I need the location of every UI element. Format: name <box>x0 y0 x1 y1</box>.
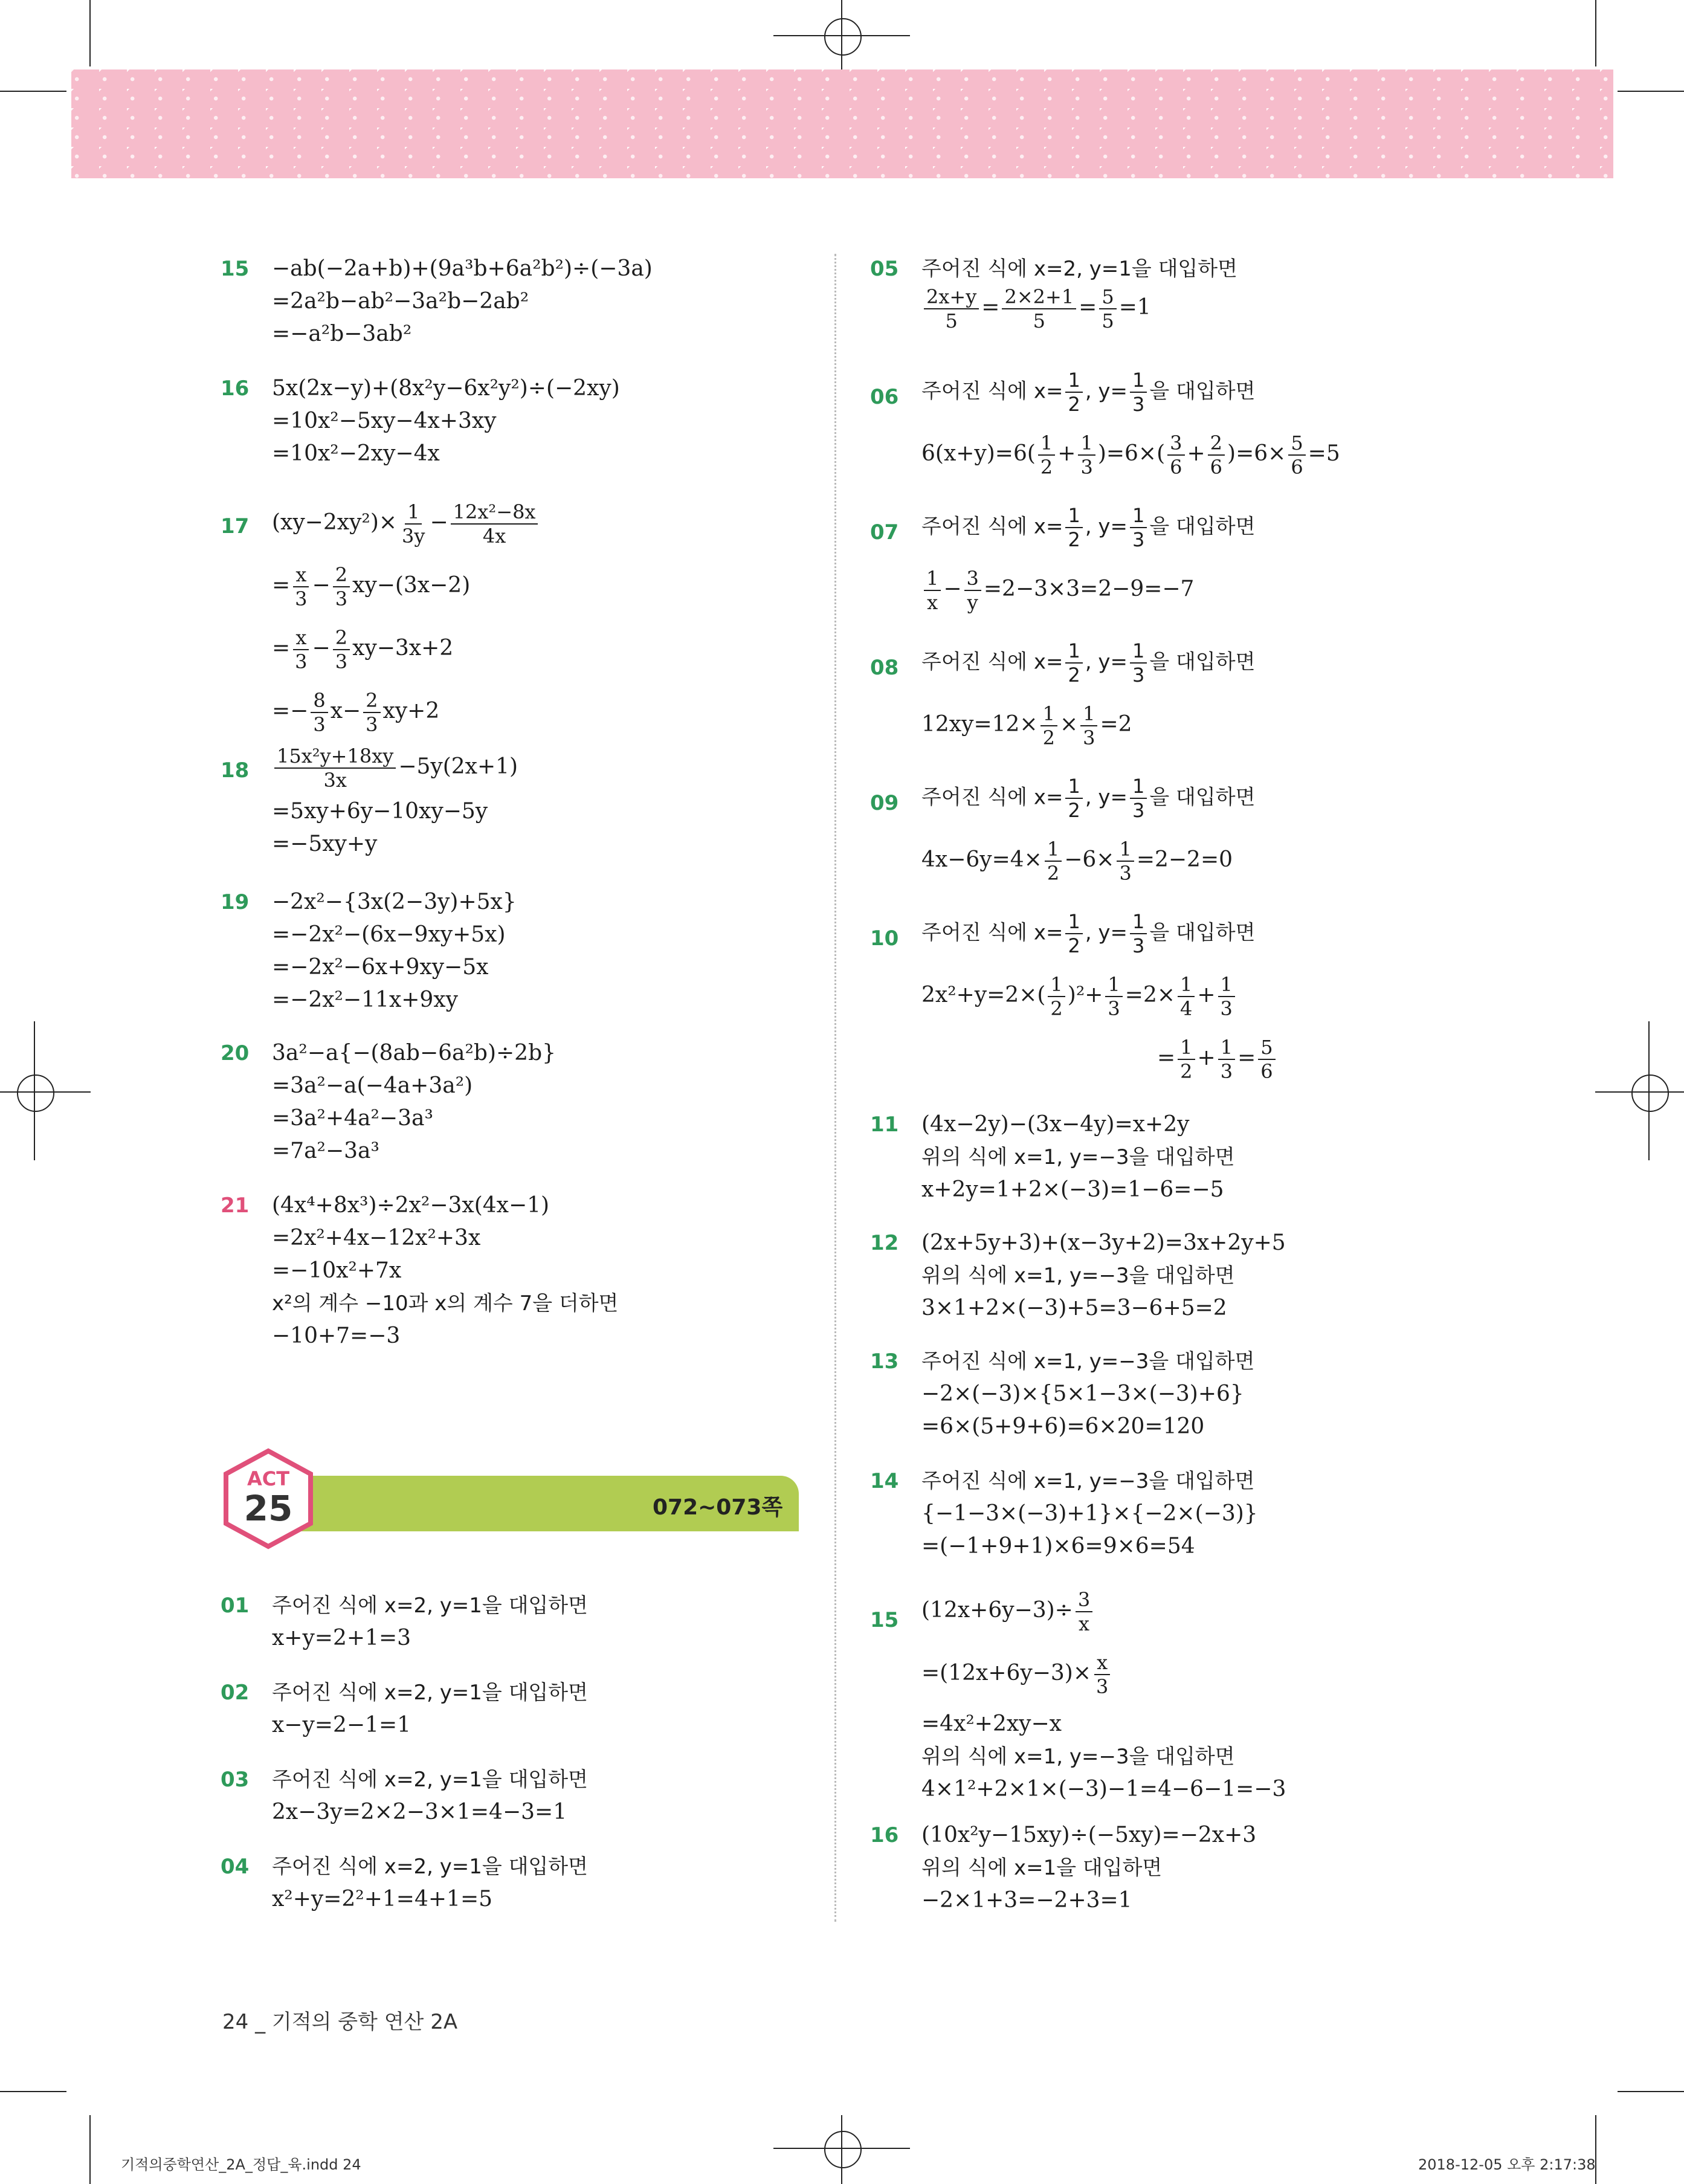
text-line: 위의 식에 x=1, y=−3을 대입하면 <box>921 1745 1235 1769</box>
math-line: =5xy+6y−10xy−5y <box>272 799 488 824</box>
text-line: 위의 식에 x=1을 대입하면 <box>921 1856 1163 1880</box>
text-line: 주어진 식에 x= $\frac{1}{2}$ , y= $\frac{1}{3}$ 을 대입하면 <box>921 504 1256 551</box>
math-line: =7a²−3a³ <box>272 1139 379 1163</box>
math-line: −2x²−{3x(2−3y)+5x} <box>272 890 517 914</box>
math-line: =2a²b−ab²−3a²b−2ab² <box>272 289 529 314</box>
registration-line <box>841 2115 842 2184</box>
registration-mark <box>17 1074 54 1112</box>
math-line: = $\frac{1}{2}$ + $\frac{1}{3}$ = $\frac{5}{6}$ <box>921 1030 1278 1093</box>
problem-number: 14 <box>870 1469 899 1493</box>
problem-number: 18 <box>221 758 250 783</box>
date-slug: 2018-12-05 오후 2:17:38 <box>1418 2156 1596 2173</box>
math-line: $\frac{1}{x}$ − $\frac{3}{y}$ =2−3×3=2−9=−7 <box>921 561 1255 624</box>
math-line: 6(x+y)=6( $\frac{1}{2}$ + $\frac{1}{3}$ )=6×( $\frac{3}{6}$ + $\frac{2}{6}$ )=6× $\frac{5}{6}$ =5 <box>921 431 1340 479</box>
math-line: 12xy=12× $\frac{1}{2}$ × $\frac{1}{3}$ =2 <box>921 702 1132 749</box>
problem-number: 12 <box>870 1231 899 1255</box>
problem-number: 01 <box>221 1594 250 1618</box>
crop-mark <box>89 2115 91 2184</box>
math-line: =(12x+6y−3)× $\frac{x}{3}$ <box>921 1645 1286 1708</box>
math-line: −2×1+3=−2+3=1 <box>921 1888 1132 1913</box>
text-line: 주어진 식에 x= $\frac{1}{2}$ , y= $\frac{1}{3}$ 을 대입하면 <box>921 369 1256 416</box>
math-line: (xy−2xy²)× $\frac{1}{3y}$ − $\frac{\text{12x²−8x}}{4x}$ <box>272 494 540 557</box>
problem-number: 06 <box>870 385 899 409</box>
problem-number: 05 <box>870 257 899 281</box>
math-line: 5x(2x−y)+(8x²y−6x²y²)÷(−2xy) <box>272 376 620 401</box>
problem-number: 04 <box>221 1855 250 1879</box>
problem-02 <box>221 1676 588 1742</box>
problem-03 <box>221 1763 588 1829</box>
math-line: =10x²−2xy−4x <box>272 441 440 466</box>
math-line: x+y=2+1=3 <box>272 1626 411 1650</box>
problem-number: 11 <box>870 1113 899 1137</box>
math-line: =−5xy+y <box>272 832 378 856</box>
math-line: = $\frac{x}{3}$ − $\frac{2}{3}$ xy−(3x−2) <box>272 563 471 610</box>
math-line: (10x²y−15xy)÷(−5xy)=−2x+3 <box>921 1823 1257 1847</box>
math-line: =3a²+4a²−3a³ <box>272 1106 433 1131</box>
column-divider <box>834 254 836 1922</box>
problem-number: 07 <box>870 520 899 544</box>
problem-number: 20 <box>221 1041 250 1065</box>
crop-mark <box>89 0 91 66</box>
math-line: 3a²−a{−(8ab−6a²b)÷2b} <box>272 1041 556 1065</box>
problem-01 <box>221 1589 588 1655</box>
header-band <box>71 69 1613 178</box>
page-footer: 24 _ 기적의 중학 연산 2A <box>222 2010 458 2034</box>
problem-16-right <box>870 1819 1257 1917</box>
math-line: (4x−2y)−(3x−4y)=x+2y <box>921 1112 1190 1137</box>
problem-18-left <box>221 742 518 861</box>
text-line: 위의 식에 x=1, y=−3을 대입하면 <box>921 1264 1235 1288</box>
act-pages: 072~073쪽 <box>653 1495 783 1520</box>
problem-number: 16 <box>221 376 250 401</box>
math-line: 4×1²+2×1×(−3)−1=4−6−1=−3 <box>921 1777 1286 1801</box>
text-line: 주어진 식에 x=2, y=1을 대입하면 <box>272 1855 588 1879</box>
problem-06 <box>870 369 1340 488</box>
problem-13 <box>870 1345 1255 1443</box>
problem-09 <box>870 775 1256 894</box>
text-line: 주어진 식에 x= $\frac{1}{2}$ , y= $\frac{1}{3}$ 을 대입하면 <box>921 910 1256 957</box>
registration-line <box>1648 1021 1650 1160</box>
math-line: =2x²+4x−12x²+3x <box>272 1226 481 1250</box>
text-line: 주어진 식에 x=2, y=1을 대입하면 <box>272 1594 588 1618</box>
registration-mark <box>824 2131 862 2168</box>
text-line: 위의 식에 x=1, y=−3을 대입하면 <box>921 1145 1235 1169</box>
math-line: =(−1+9+1)×6=9×6=54 <box>921 1534 1195 1559</box>
act-number: 25 <box>244 1488 293 1529</box>
problem-10 <box>870 910 1278 1093</box>
crop-mark <box>1595 0 1596 66</box>
math-line: x+2y=1+2×(−3)=1−6=−5 <box>921 1177 1224 1202</box>
problem-15-left <box>221 253 653 351</box>
text-line: 주어진 식에 x=1, y=−3을 대입하면 <box>921 1469 1255 1493</box>
math-line: =−2x²−11x+9xy <box>272 987 458 1012</box>
math-line: (12x+6y−3)÷ $\frac{3}{x}$ <box>921 1588 1286 1645</box>
math-line: =−2x²−6x+9xy−5x <box>272 955 489 980</box>
math-line: = $\frac{x}{3}$ − $\frac{2}{3}$ xy−3x+2 <box>272 626 454 673</box>
math-line: 2x²+y=2×( $\frac{1}{2}$ )²+ $\frac{1}{3}$ =2× $\frac{1}{4}$ + $\frac{1}{3}$ <box>921 967 1278 1030</box>
problem-16-left <box>221 372 620 470</box>
registration-line <box>841 0 842 69</box>
math-line: 3×1+2×(−3)+5=3−6+5=2 <box>921 1296 1227 1320</box>
math-line: (4x⁴+8x³)÷2x²−3x(4x−1) <box>272 1193 550 1218</box>
math-line: =−10x²+7x <box>272 1258 402 1283</box>
problem-number: 08 <box>870 656 899 680</box>
problem-number: 15 <box>221 257 250 281</box>
math-line: =6×(5+9+6)=6×20=120 <box>921 1414 1205 1439</box>
problem-number: 16 <box>870 1823 899 1847</box>
text-line: x²의 계수 −10과 x의 계수 7을 더하면 <box>272 1291 619 1316</box>
problem-15-right <box>870 1588 1286 1806</box>
problem-number: 09 <box>870 791 899 815</box>
problem-21-left <box>221 1189 619 1352</box>
problem-12 <box>870 1227 1286 1325</box>
problem-14 <box>870 1465 1258 1563</box>
problem-number: 17 <box>221 514 250 538</box>
file-slug: 기적의중학연산_2A_정답_육.indd 24 <box>121 2156 361 2173</box>
problem-number: 19 <box>221 890 250 914</box>
problem-number: 13 <box>870 1349 899 1374</box>
problem-11 <box>870 1108 1235 1206</box>
registration-line <box>34 1021 35 1160</box>
math-line: 2x−3y=2×2−3×1=4−3=1 <box>272 1800 567 1824</box>
math-line: (2x+5y+3)+(x−3y+2)=3x+2y+5 <box>921 1230 1286 1255</box>
math-line: x²+y=2²+1=4+1=5 <box>272 1887 493 1911</box>
problem-19-left <box>221 886 517 1016</box>
math-line: =− $\frac{8}{3}$ x− $\frac{2}{3}$ xy+2 <box>272 689 440 736</box>
registration-line <box>0 1091 91 1093</box>
problem-number: 10 <box>870 926 899 951</box>
crop-mark <box>1618 2091 1684 2092</box>
math-line: =10x²−5xy−4x+3xy <box>272 409 497 433</box>
text-line: 주어진 식에 x=1, y=−3을 대입하면 <box>921 1349 1255 1374</box>
math-line: x−y=2−1=1 <box>272 1713 411 1737</box>
math-line: =−2x²−(6x−9xy+5x) <box>272 922 506 947</box>
problem-number: 02 <box>221 1681 250 1705</box>
text-line: 주어진 식에 x=2, y=1을 대입하면 <box>272 1681 588 1705</box>
math-line: −10+7=−3 <box>272 1323 401 1348</box>
problem-07 <box>870 504 1256 624</box>
math-line: =3a²−a(−4a+3a²) <box>272 1073 473 1098</box>
registration-line <box>1595 1091 1684 1093</box>
registration-mark <box>824 18 862 56</box>
math-line: =−a²b−3ab² <box>272 321 412 346</box>
crop-mark <box>0 91 66 92</box>
problem-04 <box>221 1850 588 1916</box>
problem-number: 21 <box>221 1194 250 1218</box>
problem-17-left <box>221 494 540 746</box>
crop-mark <box>1618 91 1684 92</box>
text-line: 주어진 식에 x=2, y=1을 대입하면 <box>921 257 1237 281</box>
problem-number: 03 <box>221 1768 250 1792</box>
text-line: 주어진 식에 x= $\frac{1}{2}$ , y= $\frac{1}{3}$ 을 대입하면 <box>921 775 1256 822</box>
math-line: $\frac{2x+y}{5}$ = $\frac{2\times 2+1}{5}$ = $\frac{5}{5}$ =1 <box>921 285 1237 342</box>
crop-mark <box>0 2091 66 2092</box>
text-line: 주어진 식에 x=2, y=1을 대입하면 <box>272 1768 588 1792</box>
math-line: $\frac{\text{15x²y+18xy}}{3x}$ −5y(2x+1) <box>272 742 518 795</box>
problem-05 <box>870 253 1237 342</box>
math-line: −ab(−2a+b)+(9a³b+6a²b²)÷(−3a) <box>272 256 653 281</box>
math-line: =4x²+2xy−x <box>921 1711 1062 1736</box>
math-line: {−1−3×(−3)+1}×{−2×(−3)} <box>921 1501 1258 1526</box>
problem-20-left <box>221 1037 556 1168</box>
act-label: ACT <box>247 1467 290 1490</box>
problem-number: 15 <box>870 1608 899 1632</box>
registration-mark <box>1631 1074 1669 1112</box>
math-line: −2×(−3)×{5×1−3×(−3)+6} <box>921 1381 1244 1406</box>
text-line: 주어진 식에 x= $\frac{1}{2}$ , y= $\frac{1}{3}$ 을 대입하면 <box>921 639 1256 687</box>
math-line: 4x−6y=4× $\frac{1}{2}$ −6× $\frac{1}{3}$ =2−2=0 <box>921 838 1233 885</box>
problem-08 <box>870 639 1256 759</box>
